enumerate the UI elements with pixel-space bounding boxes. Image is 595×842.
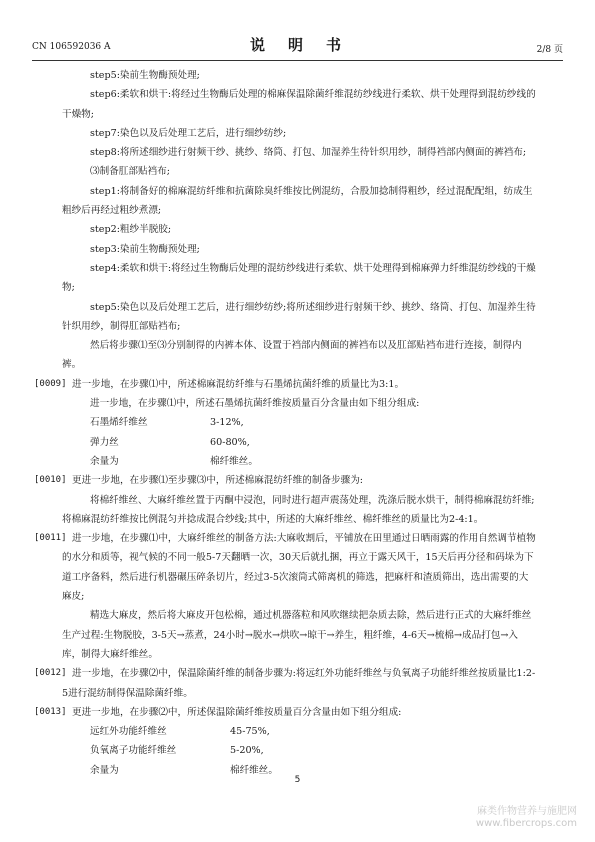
paragraph-text: 进一步地，在步骤⑵中，保温除菌纤维的制备步骤为:将远红外功能纤维丝与负氧离子功能纤维丝按质量比1:2-5进行混纺制得保温除菌纤维。: [62, 668, 536, 699]
component-row: [62, 452, 537, 471]
component-row: [62, 722, 537, 741]
component-name: 余量为: [90, 764, 119, 776]
text-line: step5:染前生物酶预处理;: [90, 70, 200, 81]
paragraph-number: [0013]: [34, 706, 67, 717]
component-value: 5-20%,: [230, 745, 264, 757]
paragraph-0011: [34, 529, 537, 606]
text-line: step3:染前生物酶预处理;: [90, 243, 200, 255]
page-title: 说 明 书: [249, 36, 345, 54]
component-name: 弹力丝: [90, 436, 119, 448]
text-line: step1:将制备好的棉麻混纺纤维和抗菌除臭纤维按比例混纺，合股加捻制得粗纱，经过混配配组，纺成生粗纱后再经过粗纱煮漂;: [62, 185, 533, 217]
paragraph-0013: [34, 703, 537, 722]
watermark-title: 麻类作物营养与施肥网: [477, 806, 577, 817]
component-name: 余量为: [90, 455, 119, 467]
text-line: step6:柔软和烘干:将经过生物酶后处理的棉麻保温除菌纤维混纺纱线进行柔软、烘干处理得到混纺纱线的干燥物;: [62, 89, 536, 120]
paragraph-0009: [34, 375, 537, 394]
page-header: [32, 30, 563, 60]
component-row: [62, 741, 537, 760]
paragraph-number: [0010]: [34, 475, 67, 486]
paragraph-followup: 将棉纤维丝、大麻纤维丝置于丙酮中浸泡，同时进行超声震荡处理，洗涤后脱水烘干，制得棉麻混纺纤维;将棉麻混纺纤维按比例混匀并捻成混合纱线;其中，所述的大麻纤维丝、棉纤维丝的质量比为2-4:1。: [62, 494, 535, 525]
paragraph-0010: [34, 471, 537, 490]
component-value: 60-80%,: [210, 436, 250, 448]
text-line: step7:染色以及后处理工艺后，进行细纱纺纱;: [90, 127, 287, 139]
component-value: 棉纤维丝。: [210, 455, 258, 467]
patent-number: CN 106592036 A: [32, 42, 111, 52]
document-body: [34, 66, 537, 780]
paragraph-followup: 精选大麻皮，然后将大麻皮开包松棉，通过机器落粒和风吹继续把杂质去除，然后进行正式的大麻纤维丝生产过程:生物脱胶，3-5天→蒸煮，24小时→脱水→烘吹→晾干→养生，粗纤维，4-6天→梳棉→成品打包→入库，制得大麻纤维丝。: [62, 610, 532, 660]
component-name: 石墨烯纤维丝: [90, 417, 148, 429]
component-name: 负氧离子功能纤维丝: [90, 745, 177, 757]
paragraph-text: 更进一步地，在步骤⑴至步骤⑶中，所述棉麻混纺纤维的制备步骤为:: [72, 475, 364, 487]
watermark: [476, 806, 577, 830]
paragraph-0012: [34, 664, 537, 703]
component-value: 45-75%,: [230, 726, 270, 738]
page-number: 5: [294, 775, 301, 785]
paragraph-number: [0011]: [34, 533, 67, 544]
paragraph-followup: 进一步地，在步骤⑴中，所述石墨烯抗菌纤维按质量百分含量由如下组分组成:: [90, 398, 420, 410]
paragraph-text: 进一步地，在步骤⑴中，大麻纤维丝的制备方法:大麻收割后，平铺放在田里通过日晒雨露的作用自然调节植物的水分和质等，视气候的不同一般5-7天翻晒一次，30天后就扎捆，再立于露天风干，15天后再分径和码垛为下道工序备料，然后进行机器碾压碎条切片，经过3-5次滚筒式筛离机的筛选，把麻杆和渣质筛出，选出需要的大麻皮;: [62, 533, 536, 603]
paragraph-number: [0012]: [34, 668, 67, 679]
text-line: 然后将步骤⑴至⑶分别制得的内裤本体、设置于裆部内侧面的裤裆布以及肛部贴裆布进行连接，制得内裤。: [62, 340, 522, 371]
text-line: step8:将所述细纱进行射频干纱、挑纱、络筒、打包、加湿养生待针织用纱，制得裆部内侧面的裤裆布;: [90, 147, 527, 159]
paragraph-text: 进一步地，在步骤⑴中，所述棉麻混纺纤维与石墨烯抗菌纤维的质量比为3:1。: [72, 378, 405, 390]
component-value: 3-12%,: [210, 417, 244, 429]
paragraph-text: 更进一步地，在步骤⑵中，所述保温除菌纤维按质量百分含量由如下组分组成:: [72, 706, 402, 718]
component-name: 远红外功能纤维丝: [90, 726, 167, 738]
page-count: 2/8 页: [536, 45, 563, 55]
text-line: step2:粗纱半脱胶;: [90, 224, 172, 236]
header-divider: [32, 60, 563, 61]
component-value: 棉纤维丝。: [230, 764, 278, 776]
component-row: [62, 433, 537, 452]
watermark-url: www.fibercrops.com: [475, 818, 577, 829]
component-row: [62, 413, 537, 432]
section-heading: ⑶制备肛部贴裆布;: [90, 166, 170, 178]
paragraph-number: [0009]: [34, 378, 67, 389]
text-line: step5:染色以及后处理工艺后，进行细纱纺纱;将所述细纱进行射频干纱、挑纱、络筒、打包、加湿养生待针织用纱，制得肛部贴裆布;: [62, 301, 536, 332]
text-line: step4:柔软和烘干:将经过生物酶后处理的混纺纱线进行柔软、烘干处理得到棉麻弹力纤维混纺纱线的干燥物;: [62, 262, 536, 294]
